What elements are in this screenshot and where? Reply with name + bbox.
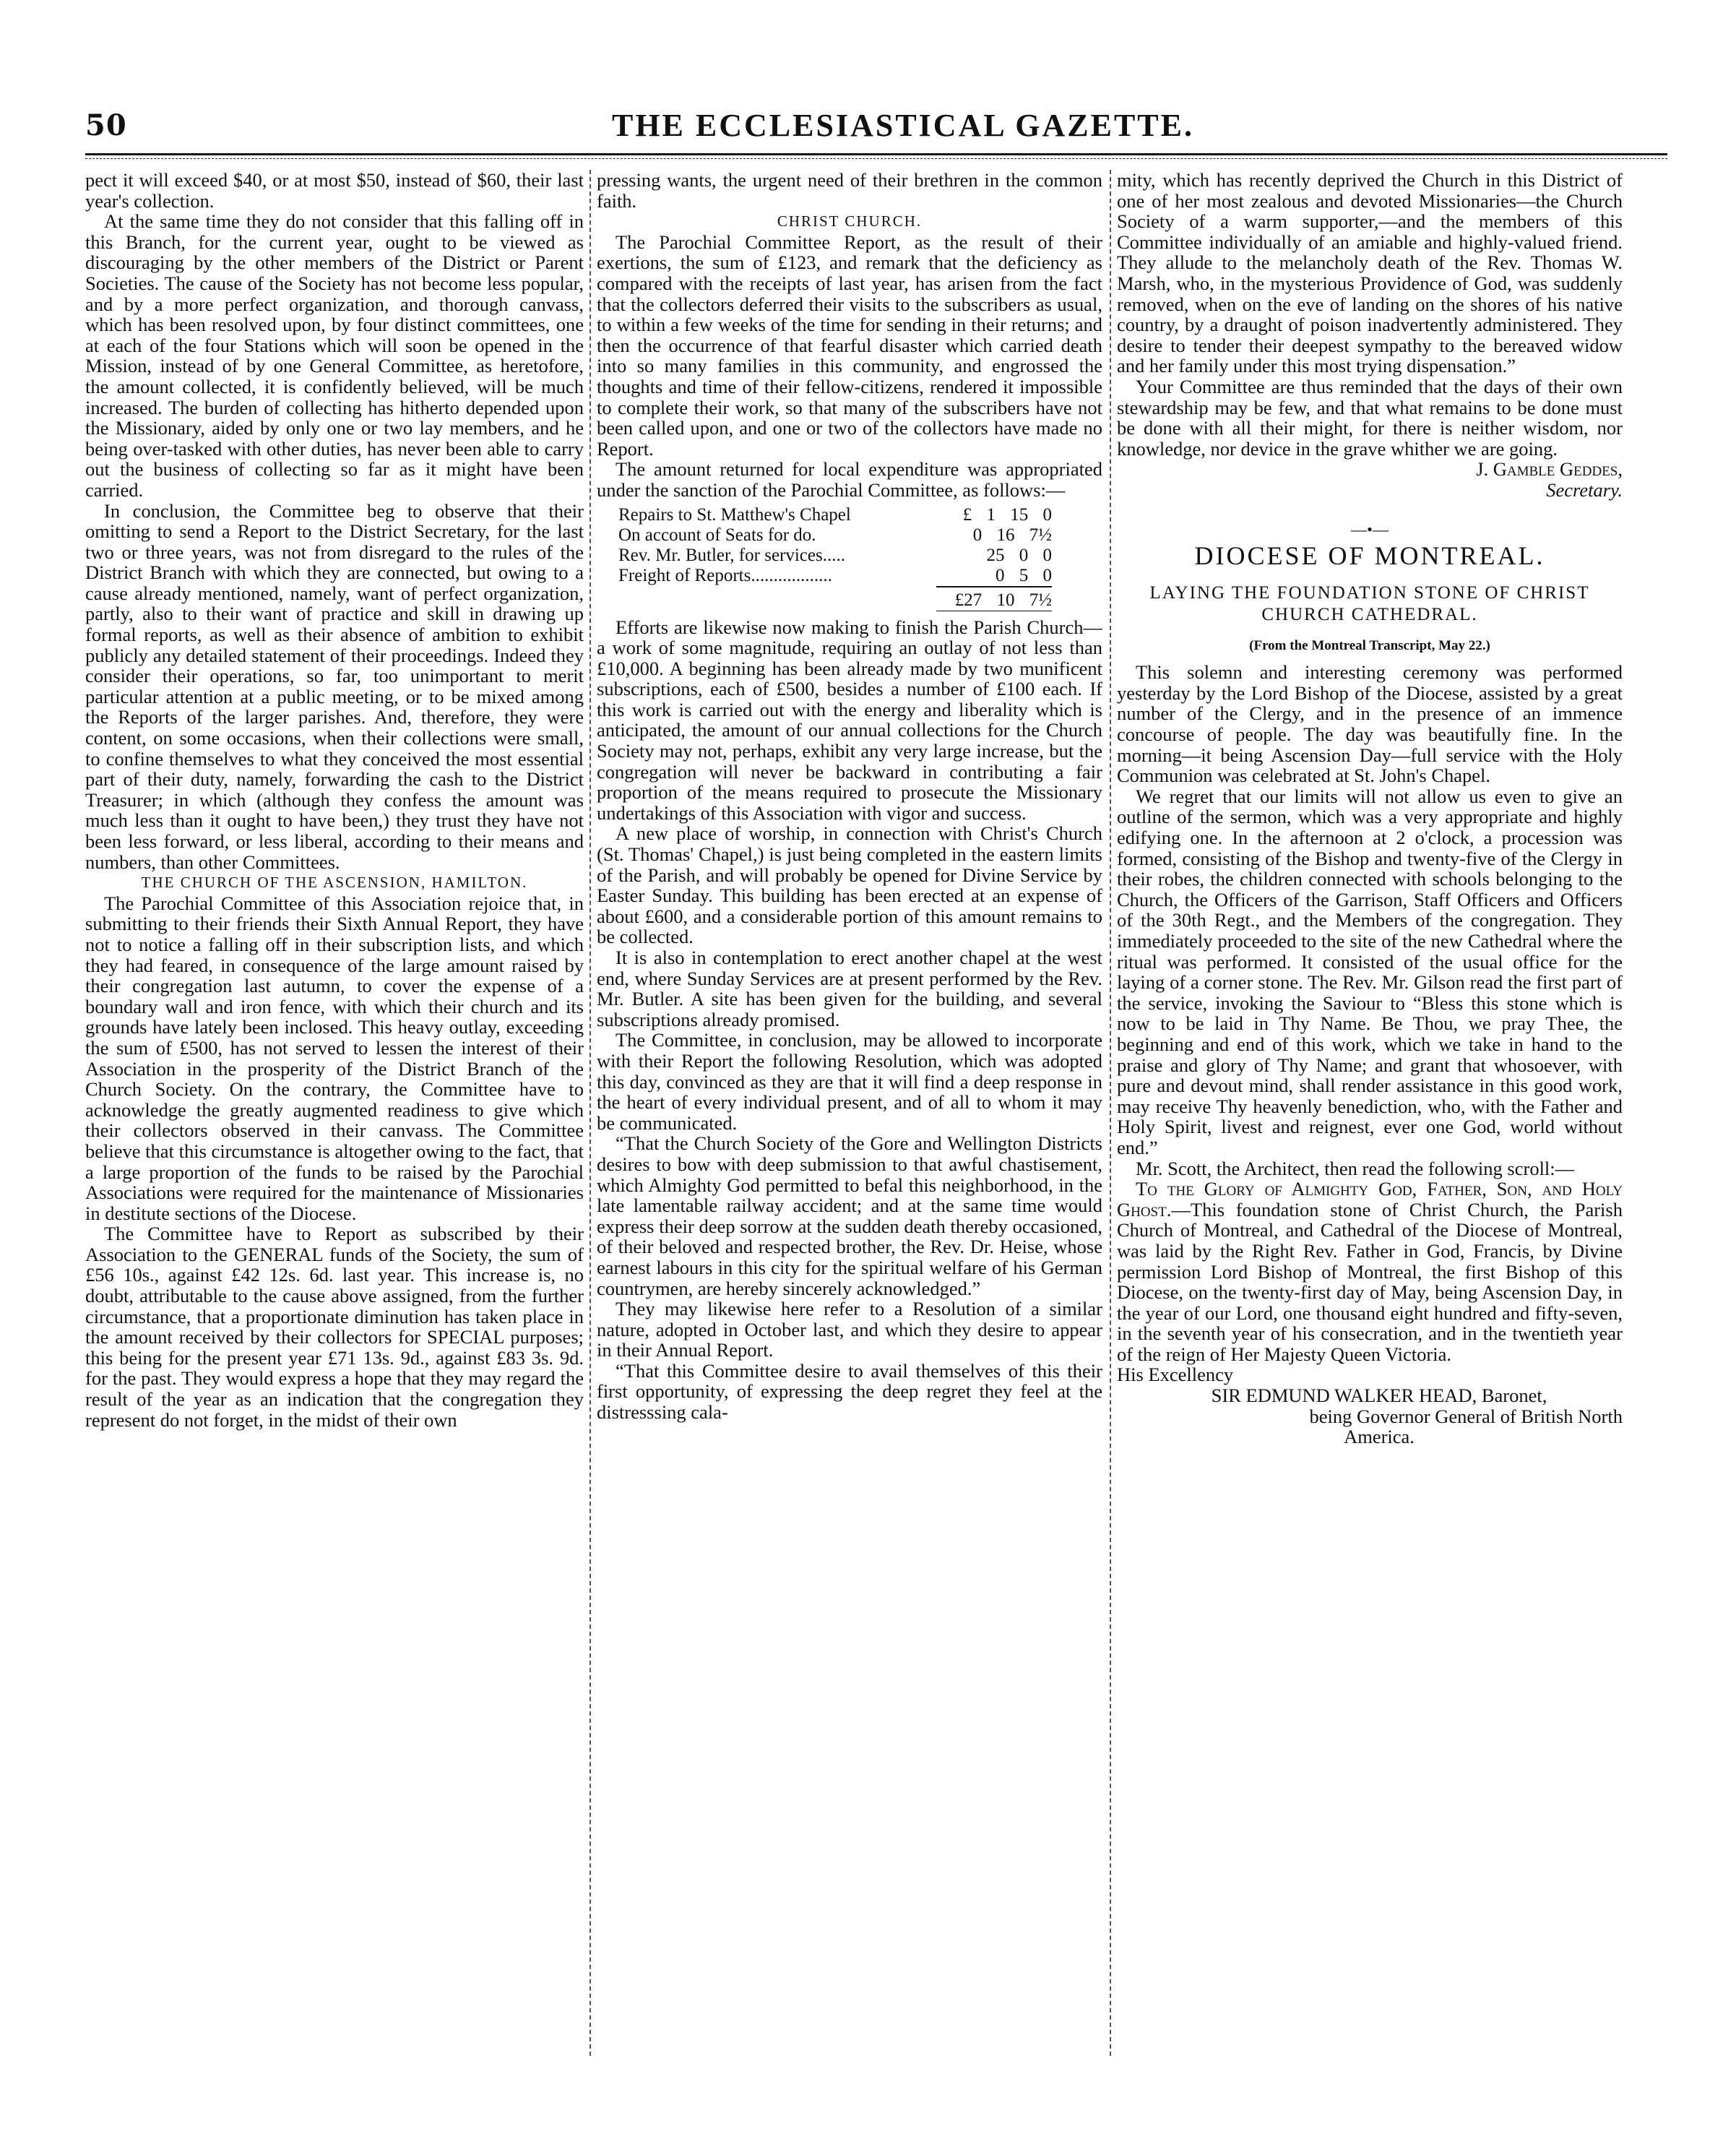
scroll-body: —This foundation stone of Christ Church, the Parish Church of Montreal, and Cathedral of the Diocese of Montreal, was laid by the Right Rev. Father in God, Francis, by Divine permission Lord Bishop of Montreal, the first Bishop of this Diocese, on the twenty-first day of May, being Ascension Day, in the year of our Lord, one thousand eight hundred and fifty-seven, in the seventh year of his consecration, and in the twentieth year of the reign of Her Majesty Queen Victoria. [1117, 1198, 1623, 1365]
account-row [618, 505, 1102, 525]
masthead-title: THE ECCLESIASTICAL GAZETTE. [611, 108, 1195, 143]
account-label: On account of Seats for do. [618, 525, 816, 545]
paragraph: The Parochial Committee Report, as the result of their exertions, the sum of £123, and remark that the deficiency as compared with the receipts of last year, has arisen from the fact that the collectors deferred their visits to the subscribers as usual, to within a few weeks of the time for sending in their returns; and then the occurrence of that fearful disaster which carried death into so many families in this community, and engrossed the thoughts and time of their fellow-citizens, rendered it impossible to complete their work, so that many of the subscribers have not been called upon, and one or two of the collectors have made no Report. [597, 231, 1102, 460]
paragraph: The Committee have to Report as subscribed by their Association to the GENERAL funds of the Society, the sum of £56 10s., against £42 12s. 6d. last year. This increase is, no doubt, attributable to the cause above assigned, from the further circumstance, that a proportionate diminution has taken place in the amount received by their collectors for SPECIAL purposes; this being for the present year £71 13s. 9d., against £83 3s. 9d. for the past. They would express a hope that they may regard the result of the year as an indication that the congregation they represent do not forget, in the midst of their own [85, 1223, 584, 1431]
section-ornament: —•— [1351, 520, 1389, 538]
governor-title-end: America. [1344, 1426, 1415, 1448]
paragraph: mity, which has recently deprived the Church in this District of one of her most zealous and devoted Missionaries—the Church Society of a warm supporter,—and the members of this Committee individually of an amiable and highly-valued friend. They allude to the melancholy death of the Rev. Thomas W. Marsh, who, in the mysterious Providence of God, was suddenly removed, when on the eve of landing on the shores of his native country, by a draught of poison inadvertently administered. They desire to tender their deepest sympathy to the bereaved widow and her family under this most trying dispensation.” [1117, 170, 1623, 377]
account-table [618, 505, 1102, 613]
account-row [618, 566, 1102, 586]
account-row [618, 525, 1102, 546]
page-number: 50 [85, 108, 127, 142]
paragraph: We regret that our limits will not allow us even to give an outline of the sermon, which was a very appropriate and highly edifying one. In the afternoon at 2 o'clock, a procession was formed, consisting of the Bishop and twenty-five of the Clergy in their robes, the children connected with schools belonging to the Church, the Officers of the Garrison, Staff Officers and Officers of the 30th Regt., and the Members of the congregation. They immediately proceeded to the site of the new Cathedral where the ritual was performed. It consisted of the usual office for the laying of a corner stone. The Rev. Mr. Gilson read the first part of the service, invoking the Saviour to “Bless this stone which is now to be laid in Thy Name. Be Thou, we pray Thee, the beginning and end of this work, which we take in hand to the praise and glory of Thy Name; and grant that whosoever, with pure and devout mind, shall render assistance in this good work, may receive Thy heavenly benediction, who, with the Father and Holy Spirit, livest and reignest, ever one God, world without end.” [1117, 785, 1623, 1158]
paragraph: A new place of worship, in connection with Christ's Church (St. Thomas' Chapel,) is just being completed in the eastern limits of the Parish, and will probably be opened for Divine Service by Easter Sunday. This building has been erected at an expense of about £600, and a considerable portion of this amount remains to be collected. [597, 822, 1102, 948]
column-2 [597, 170, 1102, 2121]
paragraph: The Parochial Committee of this Association rejoice that, in submitting to their friends their Sixth Annual Report, they have not to notice a falling off in their subscription lists, and which they had feared, in consequence of the large amount raised by their congregation last autumn, to cover the expense of a boundary wall and iron fence, with which their church and its grounds have lately been inclosed. This heavy outlay, exceeding the sum of £500, has not served to lessen the interest of their Association in the prosperity of the District Branch of the Church Society. On the contrary, the Committee have to acknowledge the greatly augmented readiness to give which their collectors observed in their canvass. The Committee believe that this circumstance is altogether owing to the fact, that a large proportion of the funds to be raised by the Parochial Associations were required for the maintenance of Missionaries in destitute sections of the Diocese. [85, 892, 584, 1224]
column-separator [590, 170, 591, 2056]
account-label: Repairs to St. Matthew's Chapel [618, 504, 851, 525]
paragraph: Efforts are likewise now making to finish the Parish Church—a work of some magnitude, requiring an outlay of not less than £10,000. A beginning has been already made by two munificent subscriptions, each of £500, besides a number of £100 each. If this work is carried out with the energy and liberality which is anticipated, the amount of our annual collections for the Church Society may not, perhaps, exhibit any very large increase, but the congregation will never be backward in contributing a fair proportion of the means required to prosecute the Missionary undertakings of this Association with vigor and success. [597, 616, 1102, 824]
paragraph: Your Committee are thus reminded that the days of their own stewardship may be few, and that what remains to be done must be done with all their might, for there is neither wisdom, nor knowledge, nor device in the grave whither we are going. [1117, 375, 1623, 460]
account-amount: 25 0 0 [986, 545, 1052, 565]
paragraph: pressing wants, the urgent need of their brethren in the common faith. [597, 170, 1102, 212]
paragraph: It is also in contemplation to erect another chapel at the west end, where Sunday Services are at present performed by the Rev. Mr. Butler. A site has been given for the building, and several subscriptions already promised. [597, 947, 1102, 1030]
column-3 [1117, 170, 1623, 2121]
resolution-quote: “That the Church Society of the Gore and Wellington Districts desires to bow with deep submission to that awful chastisement, which Almighty God permitted to befal this neighborhood, in the late lamentable railway accident; and at the same time would express their deep sorrow at the sudden death thereby occasioned, of their beloved and respected brother, the Rev. Dr. Heise, whose earnest labours in this city for the spiritual welfare of his German countrymen, are hereby sincerely acknowledged.” [597, 1132, 1102, 1299]
paragraph: In conclusion, the Committee beg to observe that their omitting to send a Report to the District Secretary, for the last two or three years, was not from disregard to the rules of the District Branch with which they are connected, but owing to a cause already mentioned, namely, want of perfect organization, partly, also to their want of practice and skill in drawing up formal reports, as well as their absence of ambition to exhibit publicly any detailed statement of their proceedings. Indeed they consider their operations, so far, too unimportant to merit particular attention at a public meeting, or to be mixed among the Reports of the larger parishes. And, therefore, they were content, on some occasions, when their collections were small, to confine themselves to what they conceived the most essential part of their duty, namely, forwarding the cash to the District Treasurer; in which (although they confess the amount was much less than it ought to have been,) they trust they have not been less forward, or less liberal, according to their means and numbers, than other Committees. [85, 499, 584, 873]
paragraph: The Committee, in conclusion, may be allowed to incorporate with their Report the following Resolution, which was adopted this day, convinced as they are that it will find a deep response in the heart of every individual present, and of all to whom it may be communicated. [597, 1029, 1102, 1134]
account-label: Freight of Reports.................. [618, 565, 832, 585]
account-label: Rev. Mr. Butler, for services..... [618, 545, 845, 565]
scroll-text [1117, 1179, 1623, 1364]
account-total-rule [936, 611, 1052, 613]
source-note: (From the Montreal Transcript, May 22.) [1249, 637, 1490, 653]
resolution-quote: “That this Committee desire to avail themselves of this their first opportunity, of expressing the deep regret they feel at the distresssing cala- [597, 1359, 1102, 1424]
paragraph: They may likewise here refer to a Resolution of a similar nature, adopted in October last, and which they desire to appear in their Annual Report. [597, 1298, 1102, 1361]
article-subtitle: LAYING THE FOUNDATION STONE OF CHRIST CHURCH CATHEDRAL. [1149, 582, 1590, 624]
paragraph: Mr. Scott, the Architect, then read the following scroll:— [1136, 1157, 1575, 1179]
account-amount: 0 5 0 [996, 565, 1052, 585]
governor-name: SIR EDMUND WALKER HEAD, Baronet, [1211, 1385, 1547, 1407]
column-1 [85, 170, 584, 2121]
paragraph: The amount returned for local expenditure was appropriated under the sanction of the Parochial Committee, as follows:— [597, 458, 1102, 501]
section-heading: THE CHURCH OF THE ASCENSION, HAMILTON. [141, 874, 528, 892]
section-heading: CHRIST CHURCH. [777, 212, 923, 231]
account-row [618, 546, 1102, 566]
signature-title: Secretary. [1546, 478, 1623, 501]
account-total: £27 10 7½ [936, 586, 1052, 611]
signature-name: J. Gamble Geddes, [1476, 458, 1623, 481]
scroll-lead: To the Glory of Almighty God, Father, Son, and Holy Ghost. [1117, 1178, 1623, 1220]
governor-title: being Governor General of British North [1309, 1405, 1623, 1427]
column-separator [1110, 170, 1111, 2056]
paragraph: This solemn and interesting ceremony was performed yesterday by the Lord Bishop of the Diocese, assisted by a great number of the Clergy, and in the presence of an immence concourse of people. The day was beautifully fine. In the morning—it being Ascension Day—full service with the Holy Communion was celebrated at St. John's Chapel. [1117, 661, 1623, 787]
account-amount: 0 16 7½ [972, 525, 1052, 545]
paragraph: At the same time they do not consider that this falling off in this Branch, for the current year, ought to be viewed as discouraging by the other members of the District or Parent Societies. The cause of the Society has not become less popular, and by a more perfect organization, and thorough canvass, which has been resolved upon, by four distinct committees, one at each of the four Stations which will soon be opened in the Mission, instead of by one General Committee, as heretofore, the amount collected, it is confidently believed, will be much increased. The burden of collecting has hitherto depended upon the Missionary, aided by only one or two lay members, and he being over-tasked with other duties, has never been able to carry out the business of collecting so far as it might have been carried. [85, 210, 584, 501]
excellency-line: His Excellency [1117, 1364, 1234, 1386]
header-rule [85, 153, 1667, 159]
paragraph: pect it will exceed $40, or at most $50, instead of $60, their last year's collection. [85, 170, 584, 212]
account-amount: £ 1 15 0 [962, 504, 1052, 525]
section-title: DIOCESE OF MONTREAL. [1194, 541, 1545, 571]
